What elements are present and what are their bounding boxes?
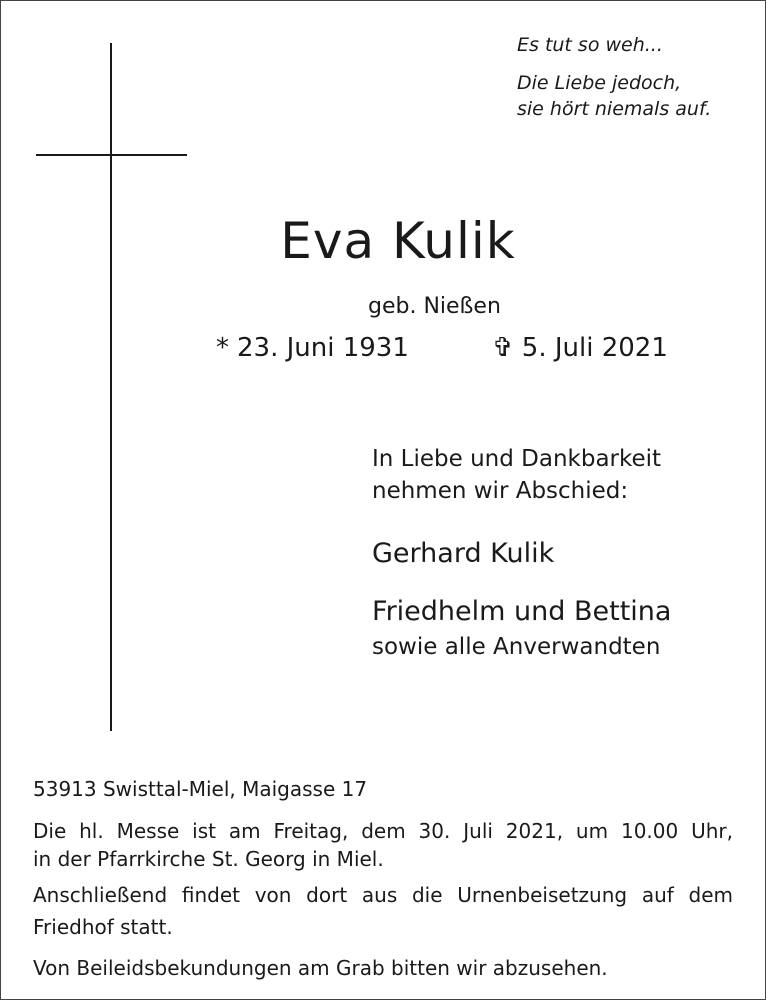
mass-line-2: in der Pfarrkirche St. Georg in Miel. [33, 847, 384, 871]
maiden-name: geb. Nießen [368, 294, 501, 319]
birth-date: 23. Juni 1931 [237, 333, 409, 363]
quote-line-3: sie hört niemals auf. [517, 98, 712, 120]
death-date: 5. Juli 2021 [521, 333, 668, 363]
death-date-line [492, 333, 668, 363]
farewell-line-2: nehmen wir Abschied: [372, 478, 629, 504]
mourner-name-2: Friedhelm und Bettina [372, 596, 672, 627]
birth-date-line [216, 333, 409, 363]
birth-star-icon: * [216, 333, 229, 363]
burial-line-1: Anschließend findet von dort aus die Urnenbeisetzung auf dem [33, 883, 733, 907]
mourner-others: sowie alle Anverwandten [372, 634, 661, 660]
mass-line-1: Die hl. Messe ist am Freitag, dem 30. Juli 2021, um 10.00 Uhr, [33, 819, 733, 843]
mourner-name-1: Gerhard Kulik [372, 538, 555, 569]
address: 53913 Swisttal-Miel, Maigasse 17 [33, 777, 368, 801]
cross-vertical-bar [110, 43, 112, 731]
farewell-line-1: In Liebe und Dankbarkeit [372, 446, 662, 472]
quote-line-2: Die Liebe jedoch, [517, 72, 682, 94]
quote-line-1: Es tut so weh... [517, 34, 663, 56]
deceased-name: Eva Kulik [280, 212, 516, 270]
burial-line-2: Friedhof statt. [33, 915, 173, 939]
death-cross-icon: ✞ [492, 333, 514, 363]
condolence-note: Von Beileidsbekundungen am Grab bitten wir abzusehen. [33, 956, 608, 980]
cross-horizontal-bar [36, 154, 187, 156]
